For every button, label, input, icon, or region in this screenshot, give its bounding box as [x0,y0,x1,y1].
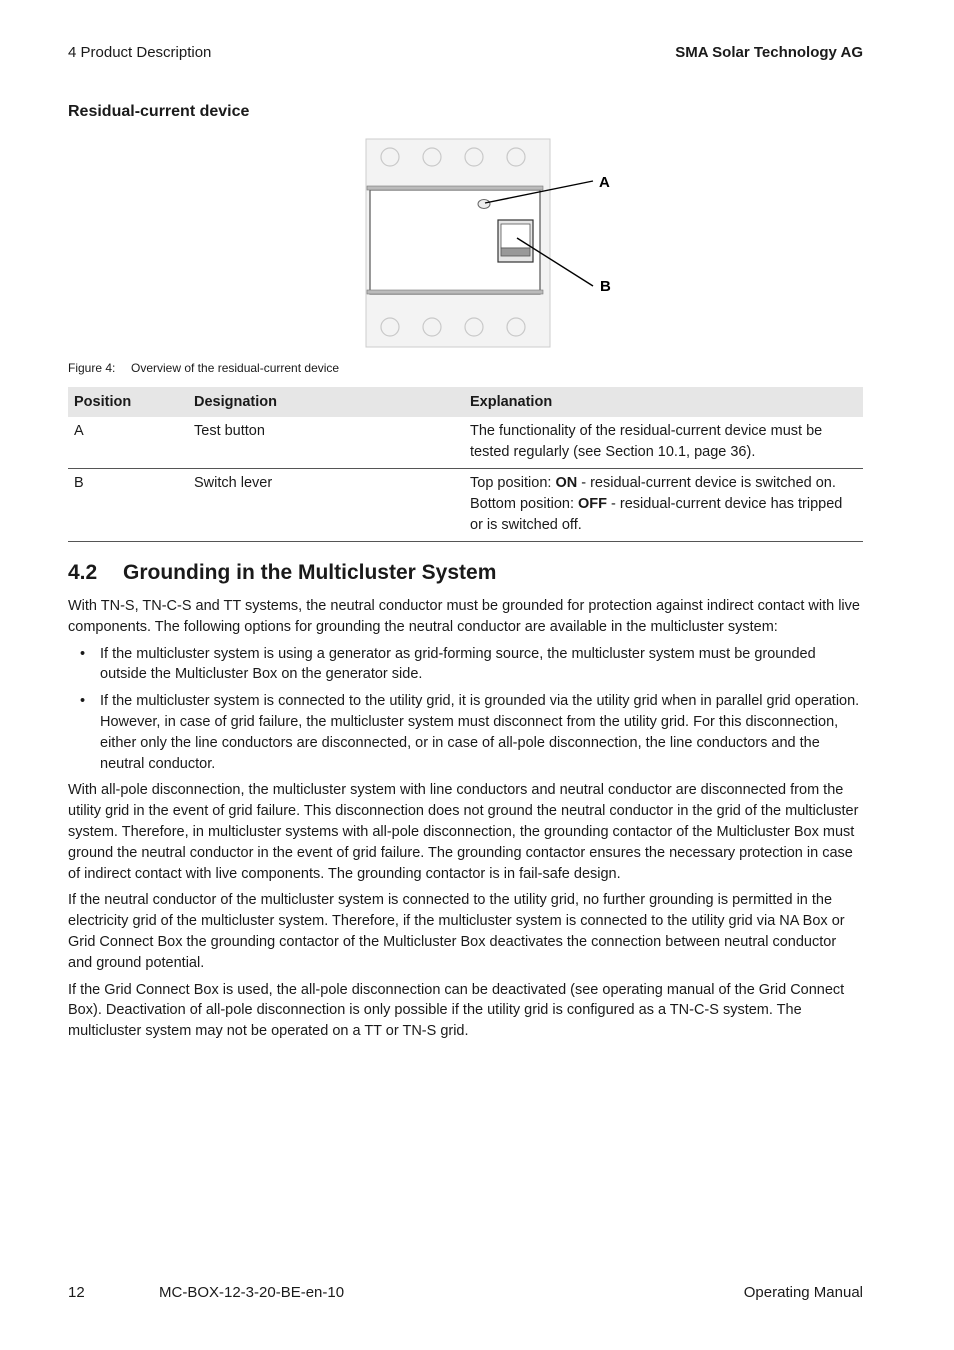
section-heading [68,561,496,585]
footer-document-type: Operating Manual [743,1284,863,1301]
explanation-top-prefix: Top position: [470,475,556,491]
explanation-bottom-state: OFF [578,496,607,512]
list-item [68,691,863,774]
body-paragraph: With all-pole disconnection, the multicluster system with line conductors and neutral conductor are disconnected from the utility grid in the event of grid failure. This disconnection does not ground the neutral conductor in the grid of the multicluster system. Therefore, in multicluster systems with all-pole disconnection, the grounding contactor of the Multicluster Box must ground the neutral conductor in the event of grid failure. The grounding contactor ensures the necessary protection in case of indirect contact with live components. The grounding contactor is in fail-safe design. [68,782,859,882]
grounding-options-list [68,644,863,775]
column-header-explanation: Explanation [460,387,863,417]
cell-explanation [460,469,863,542]
figure-caption [68,361,339,375]
list-item-text: If the multicluster system is using a generator as grid-forming source, the multicluster system must be grounded outside the Multicluster Box on the generator side. [100,645,816,683]
test-button-icon [478,200,490,209]
position-table [68,387,863,542]
list-item-text: If the multicluster system is connected to the utility grid, it is grounded via the utility grid when in parallel grid operation. However, in case of grid failure, the multicluster system must disconnect from the utility grid. For this disconnection, either only the line conductors are disconnected, or in case of all-pole disconnection, the line conductors and the neutral conductor. [100,693,860,772]
cell-explanation: The functionality of the residual-current device must be tested regularly (see Section 10.1, page 36). [460,417,863,469]
bullet-icon: • [80,693,86,710]
cell-designation: Switch lever [182,469,460,542]
body-paragraph: If the neutral conductor of the multicluster system is connected to the utility grid, no further grounding is permitted in the electricity grid of the multicluster system. Therefore, if the multicluster system is connected to the utility grid via NA Box or Grid Connect Box the grounding contactor of the Multicluster Box deactivates the connection between neutral conductor and ground potential. [68,892,845,971]
figure-caption-number: Figure 4: [68,361,116,375]
bullet-icon: • [80,645,86,662]
body-paragraph: If the Grid Connect Box is used, the all-pole disconnection can be deactivated (see operating manual of the Grid Connect Box). Deactivation of all-pole disconnection is only possible if the utility grid is configured as a TN-C-S system. The multicluster system may not be operated on a TT or TN-S grid. [68,981,845,1040]
explanation-bottom-prefix: Bottom position: [470,496,578,512]
header-company: SMA Solar Technology AG [675,44,863,61]
table-row [68,469,863,542]
explanation-top-state: ON [555,475,578,491]
section-body [68,596,863,1048]
list-item [68,644,863,686]
explanation-top-suffix: - residual-current device is switched on. [577,475,836,491]
header-chapter: 4 Product Description [68,44,212,61]
footer-page-number: 12 [68,1284,85,1301]
figure-label-a: A [599,174,610,191]
cell-designation: Test button [182,417,460,469]
section-number: 4.2 [68,561,98,584]
section-title: Grounding in the Multicluster System [123,561,497,584]
column-header-designation: Designation [182,387,460,417]
subheading: Residual-current device [68,103,250,120]
table-header-row [68,387,863,417]
switch-lever-icon [498,220,533,262]
intro-paragraph: With TN-S, TN-C-S and TT systems, the neutral conductor must be grounded for protection against indirect contact with live components. The following options for grounding the neutral conductor are available in the multicluster system: [68,598,860,635]
figure-caption-text: Overview of the residual-current device [131,361,340,375]
residual-current-device-figure [365,138,625,350]
column-header-position: Position [68,387,182,417]
figure-label-b: B [600,278,611,295]
cell-position: B [68,469,182,542]
cell-position: A [68,417,182,469]
footer-document-id: MC-BOX-12-3-20-BE-en-10 [159,1284,345,1301]
table-row [68,417,863,469]
explanation-bottom-suffix: - residual-current device has tripped or is switched off. [470,496,843,533]
